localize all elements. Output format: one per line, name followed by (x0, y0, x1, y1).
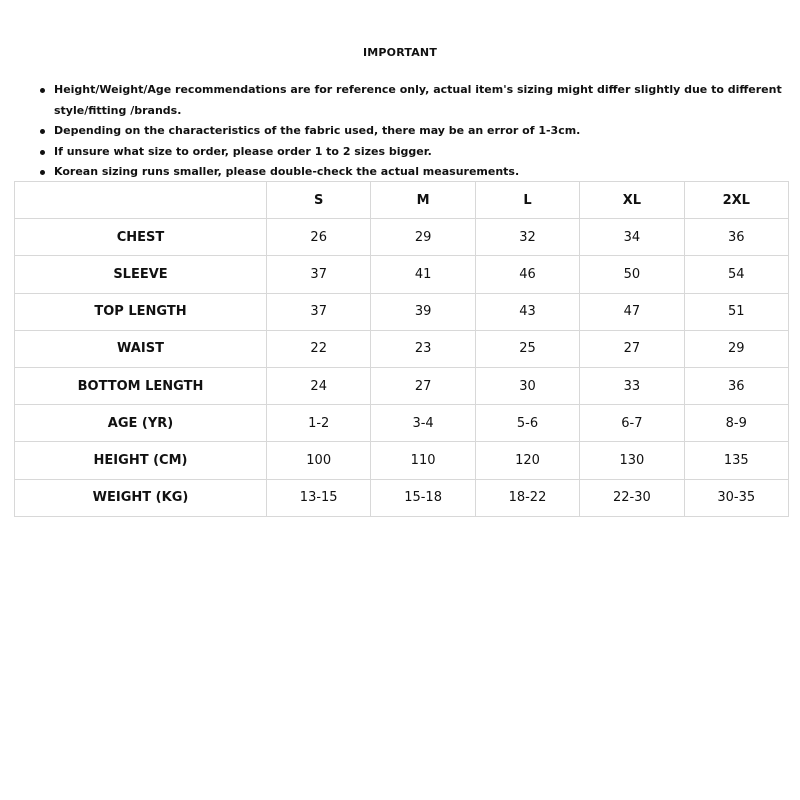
table-cell: 27 (580, 330, 684, 367)
table-cell: 36 (684, 219, 788, 256)
table-cell: 120 (475, 442, 579, 479)
table-cell: 1-2 (267, 405, 371, 442)
table-cell: 22 (267, 330, 371, 367)
table-cell: 29 (371, 219, 475, 256)
table-cell: 51 (684, 293, 788, 330)
table-cell: 27 (371, 367, 475, 404)
table-cell: 6-7 (580, 405, 684, 442)
table-cell: 24 (267, 367, 371, 404)
note-item: If unsure what size to order, please order 1 to 2 sizes bigger. (36, 142, 788, 163)
size-header: XL (580, 182, 684, 219)
table-row (15, 405, 789, 442)
size-header: L (475, 182, 579, 219)
table-cell: 18-22 (475, 479, 579, 516)
table-cell: 135 (684, 442, 788, 479)
table-row (15, 256, 789, 293)
table-cell: 3-4 (371, 405, 475, 442)
table-cell: 110 (371, 442, 475, 479)
table-cell: 34 (580, 219, 684, 256)
table-row (15, 367, 789, 404)
row-label: BOTTOM LENGTH (15, 367, 267, 404)
table-cell: 43 (475, 293, 579, 330)
row-label: HEIGHT (CM) (15, 442, 267, 479)
table-cell: 50 (580, 256, 684, 293)
table-cell: 30-35 (684, 479, 788, 516)
table-row (15, 479, 789, 516)
table-cell: 30 (475, 367, 579, 404)
row-label: AGE (YR) (15, 405, 267, 442)
row-label: SLEEVE (15, 256, 267, 293)
table-header-row (15, 182, 789, 219)
table-cell: 25 (475, 330, 579, 367)
table-cell: 8-9 (684, 405, 788, 442)
note-item: Depending on the characteristics of the fabric used, there may be an error of 1-3cm. (36, 121, 788, 142)
row-label: TOP LENGTH (15, 293, 267, 330)
table-row (15, 330, 789, 367)
table-cell: 130 (580, 442, 684, 479)
row-label: CHEST (15, 219, 267, 256)
table-cell: 23 (371, 330, 475, 367)
row-label: WEIGHT (KG) (15, 479, 267, 516)
table-cell: 33 (580, 367, 684, 404)
row-label: WAIST (15, 330, 267, 367)
notes-list (36, 80, 788, 183)
table-cell: 39 (371, 293, 475, 330)
size-header: M (371, 182, 475, 219)
table-cell: 32 (475, 219, 579, 256)
table-row (15, 442, 789, 479)
corner-cell (15, 182, 267, 219)
table-cell: 13-15 (267, 479, 371, 516)
table-cell: 37 (267, 293, 371, 330)
size-chart-table (14, 181, 789, 517)
page-title: IMPORTANT (362, 46, 438, 59)
table-cell: 41 (371, 256, 475, 293)
size-header: 2XL (684, 182, 788, 219)
table-row (15, 293, 789, 330)
table-cell: 46 (475, 256, 579, 293)
table-cell: 37 (267, 256, 371, 293)
table-cell: 100 (267, 442, 371, 479)
table-cell: 29 (684, 330, 788, 367)
table-cell: 47 (580, 293, 684, 330)
note-item: Korean sizing runs smaller, please double-check the actual measurements. (36, 162, 788, 183)
table-cell: 22-30 (580, 479, 684, 516)
note-item: Height/Weight/Age recommendations are for reference only, actual item's sizing might differ slightly due to different style/fitting /brands. (36, 80, 788, 121)
table-cell: 54 (684, 256, 788, 293)
size-header: S (267, 182, 371, 219)
table-cell: 15-18 (371, 479, 475, 516)
table-cell: 5-6 (475, 405, 579, 442)
table-cell: 26 (267, 219, 371, 256)
table-row (15, 219, 789, 256)
table-cell: 36 (684, 367, 788, 404)
